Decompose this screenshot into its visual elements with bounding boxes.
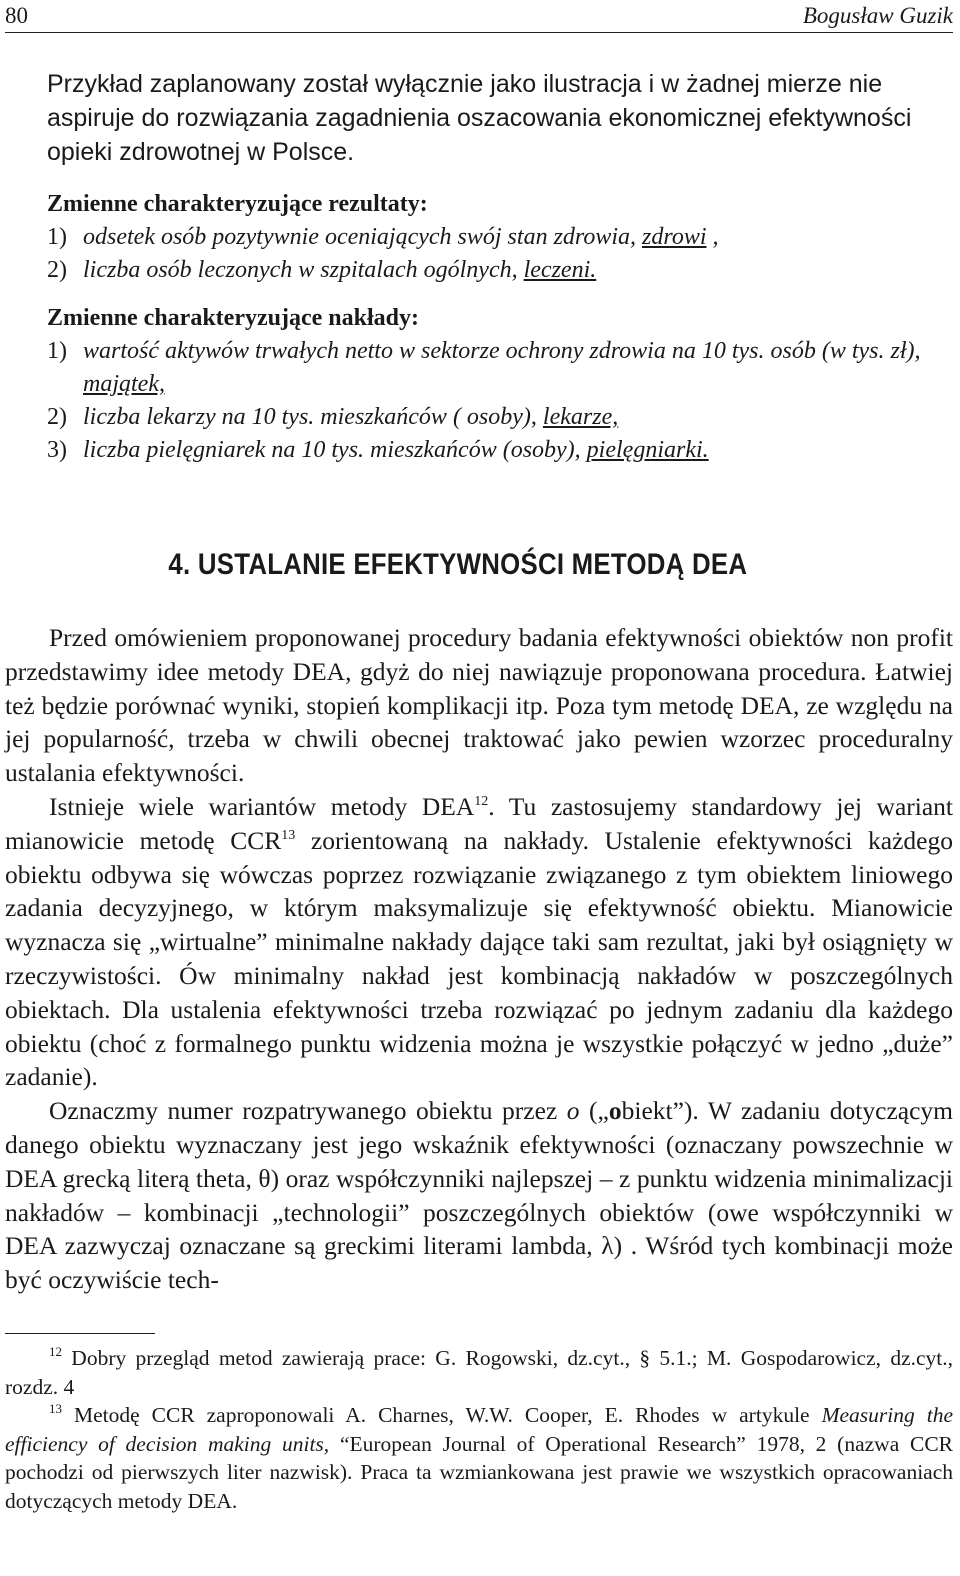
- results-variables: [5, 187, 953, 287]
- paragraph: Oznaczmy numer rozpatrywanego obiektu przez o („obiekt”). W zadaniu dotyczącym danego obiektu wyznaczany jest jego wskaźnik efektywności (oznaczany powszechnie w DEA grecką literą theta, θ) oraz współczynniki najlepszej – z punktu widzenia minimalizacji nakładów – kombinacji „technologii” poszczególnych obiektów (owe współczynniki w DEA zazwyczaj oznaczane są greckimi literami lambda, λ) . Wśród tych kombinacji może być oczywiście tech-: [5, 1096, 953, 1295]
- item-number: 1): [47, 338, 67, 364]
- list-item: [47, 254, 953, 287]
- inputs-variables: [5, 301, 953, 467]
- footnote-divider: [5, 1333, 155, 1334]
- footnote-number: 12: [49, 1343, 62, 1359]
- footnote-13: $^{13}$ Metodę CCR zaproponowali A. Charnes, W.W. Cooper, E. Rhodes w artykule Measuring the efficiency of decision making units, “European Journal of Operational Research” 1978, 2 (nazwa CCR pochodzi od pierwszych liter nazwisk). Praca ta wzmiankowana jest prawie we wszystkich opracowaniach dotyczących metody DEA.: [5, 1401, 953, 1513]
- item-text: odsetek osób pozytywnie oceniających swój stan zdrowia, zdrowi ,: [83, 224, 719, 250]
- list-item: [47, 221, 953, 254]
- item-number: 2): [47, 257, 67, 283]
- results-title: Zmienne charakteryzujące rezultaty:: [47, 191, 428, 217]
- paragraph: Przed omówieniem proponowanej procedury badania efektywności obiektów non profit przedstawimy idee metody DEA, gdyż do niej nawiązuje proponowana procedura. Łatwiej też będzie porównać wyniki, stopień komplikacji itp. Poza tym metodę DEA, ze względu na jej popularność, trzeba w chwili obecnej traktować jako pewien wzorzec proceduralny ustalania efektywności.: [5, 623, 953, 788]
- document-page: [5, 0, 953, 1516]
- running-header: [5, 0, 953, 33]
- intro-block: [5, 67, 953, 169]
- bold-letter: o: [608, 1096, 622, 1126]
- section-heading: 4. USTALANIE EFEKTYWNOŚCI METODĄ DEA: [168, 548, 748, 581]
- variable-name: zdrowi: [642, 224, 707, 250]
- item-number: 2): [47, 404, 67, 430]
- variable-name: leczeni.: [523, 257, 597, 283]
- footnote-ref[interactable]: 13: [281, 827, 296, 843]
- item-text: wartość aktywów trwałych netto w sektorze ochrony zdrowia na 10 tys. osób (w tys. zł), majątek,: [83, 338, 921, 397]
- list-item: [47, 434, 953, 467]
- intro-paragraph: Przykład zaplanowany został wyłącznie jako ilustracja i w żadnej mierze nie aspiruje do rozwiązania zagadnienia oszacowania ekonomicznej efektywności opieki zdrowotnej w Polsce.: [47, 70, 912, 166]
- running-author: Bogusław Guzik: [802, 3, 953, 28]
- item-number: 3): [47, 437, 67, 463]
- footnote-number: 13: [49, 1401, 62, 1417]
- symbol-o: o: [566, 1096, 580, 1126]
- item-text: liczba pielęgniarek na 10 tys. mieszkańców (osoby), pielęgniarki.: [83, 437, 709, 463]
- footnote-12: $^{12}$ Dobry przegląd metod zawierają prace: G. Rogowski, dz.cyt., § 5.1.; M. Gospodarowicz, dz.cyt., rozdz. 4: [5, 1343, 953, 1399]
- variable-name: pielęgniarki.: [586, 437, 709, 463]
- paragraph: Istnieje wiele wariantów metody DEA$^{12}$. Tu zastosujemy standardowy jej wariant mianowicie metodę CCR$^{13}$ zorientowaną na nakłady. Ustalenie efektywności każdego obiektu odbywa się wówczas poprzez rozwiązanie związanego z tym obiektem liniowego zadania decyzyjnego, w którym maksymalizuje się efektywność obiektu. Mianowicie wyznacza się „wirtualne” minimalne nakłady dające taki sam rezultat, jaki był osiągnięty w rzeczywistości. Ów minimalny nakład jest kombinacją nakładów w poszczególnych obiektach. Dla ustalenia efektywności trzeba rozwiązać po jednym zadaniu dla każdego obiektu (choć z formalnego punktu widzenia można je wszystkie połączyć w jedno „duże” zadanie).: [5, 791, 953, 1092]
- variable-name: majątek,: [83, 371, 165, 397]
- inputs-title: Zmienne charakteryzujące nakłady:: [47, 305, 419, 331]
- item-number: 1): [47, 224, 67, 250]
- item-text: liczba lekarzy na 10 tys. mieszkańców ( osoby), lekarze,: [83, 404, 619, 430]
- variable-name: lekarze,: [542, 404, 619, 430]
- body-text: [5, 621, 953, 1297]
- page-number: 80: [5, 3, 28, 28]
- item-text: liczba osób leczonych w szpitalach ogólnych, leczeni.: [83, 257, 597, 283]
- footnotes: [5, 1344, 953, 1516]
- article-title: Measuring the efficiency of decision making units,: [5, 1403, 953, 1456]
- list-item: [47, 401, 953, 434]
- footnote-ref[interactable]: 12: [474, 793, 489, 809]
- list-item: [47, 335, 953, 401]
